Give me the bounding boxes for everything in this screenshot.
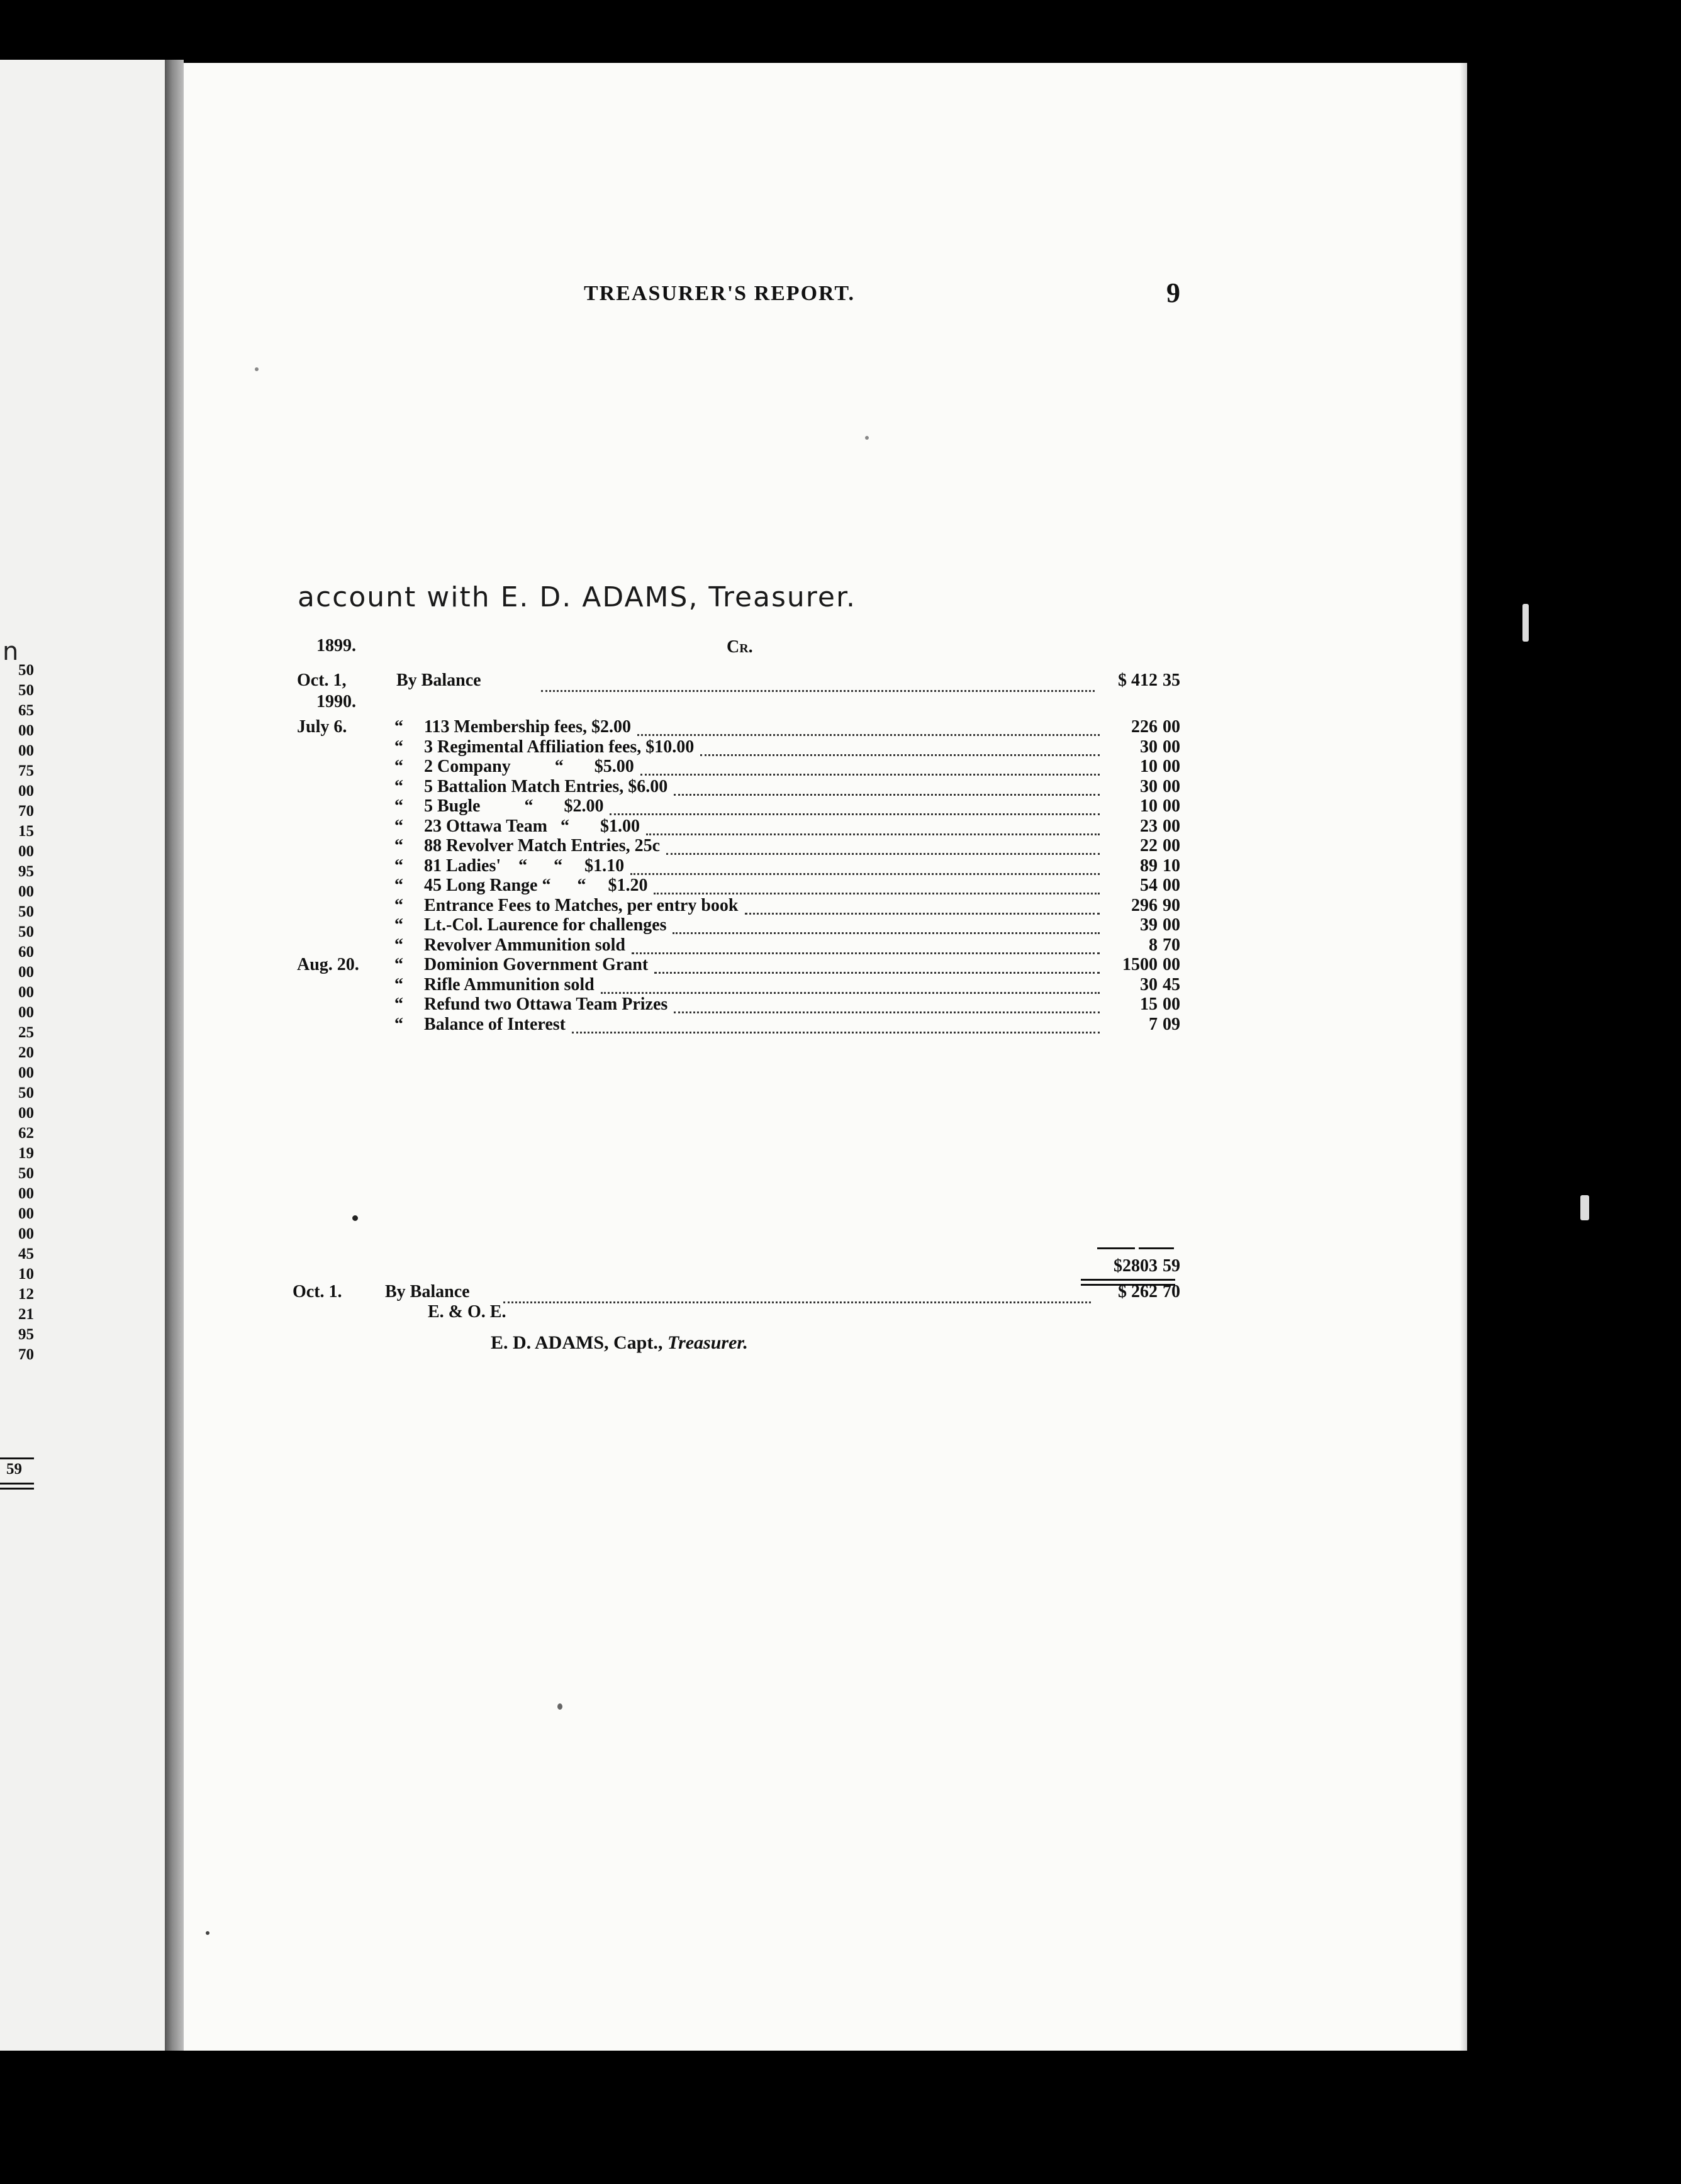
left-page-fragment: n [3,637,19,666]
leader-dots [646,815,1100,835]
entry-description: 2 Company “ $5.00 [424,757,634,776]
entry-cents: 10 [1163,856,1180,876]
left-cents-value: 12 [18,1286,34,1303]
left-cents-value: 50 [18,1084,34,1101]
closing-cents: 70 [1163,1282,1180,1301]
scan-speck [865,436,869,440]
left-cents-value: 50 [18,923,34,940]
entry-description: Lt.-Col. Laurence for challenges [424,915,667,935]
entry-cents: 00 [1163,955,1180,974]
ditto-mark: “ [394,717,403,737]
entry-cents: 00 [1163,915,1180,935]
entry-date: Aug. 20. [297,955,359,974]
total-cents: 59 [1163,1256,1180,1276]
left-total-rule [0,1457,34,1459]
left-cents-value: 62 [18,1125,34,1142]
account-title: account with E. D. ADAMS, Treasurer. [298,581,857,613]
left-cents-value: 50 [18,903,34,920]
scan-artifact [1522,604,1529,642]
page-number: 9 [1166,277,1180,308]
book-gutter [165,60,184,2051]
entry-amount: 10 [1140,757,1158,776]
left-total-double-rule-2 [0,1488,34,1490]
left-cents-value: 00 [18,883,34,900]
left-cents-value: 00 [18,843,34,860]
treasurer-signature [491,1332,748,1354]
left-cents-value: 00 [18,1064,34,1081]
total-rule-top-1 [1097,1247,1135,1249]
leader-dots [640,755,1100,776]
entry-amount: 89 [1140,856,1158,876]
left-cents-value: 00 [18,783,34,800]
entry-amount: 7 [1149,1015,1158,1034]
entry-amount: 10 [1140,796,1158,816]
entry-description: 3 Regimental Affiliation fees, $10.00 [424,737,695,757]
left-cents-value: 70 [18,1346,34,1363]
closing-date: Oct. 1. [293,1282,342,1301]
entry-description: Revolver Ammunition sold [424,935,625,955]
entry-amount: 8 [1149,935,1158,955]
left-cents-value: 10 [18,1266,34,1283]
opening-date: Oct. 1, [297,671,347,690]
left-cents-value: 00 [18,1205,34,1222]
left-cents-value: 00 [18,742,34,759]
entry-cents: 00 [1163,796,1180,816]
leader-dots [654,953,1100,974]
left-cents-value: 65 [18,702,34,719]
entry-amount: 22 [1140,836,1158,855]
year-1899: 1899. [316,636,356,655]
entry-description: Dominion Government Grant [424,955,649,974]
entry-amount: 39 [1140,915,1158,935]
leader-dots [610,794,1100,815]
opening-amount: $ 412 [1118,671,1158,690]
ditto-mark: “ [394,777,403,796]
ditto-mark: “ [394,737,403,757]
left-cents-column [0,660,34,1365]
credit-label: Cr. [727,637,753,657]
entry-cents: 00 [1163,836,1180,855]
entry-amount: 30 [1140,777,1158,796]
scan-speck [206,1931,209,1935]
left-cents-value: 00 [18,1105,34,1122]
scan-border-top [0,0,1681,60]
entry-cents: 00 [1163,717,1180,737]
left-cents-value: 45 [18,1245,34,1262]
left-cents-value: 20 [18,1044,34,1061]
left-cents-value: 00 [18,1225,34,1242]
leader-dots [674,775,1100,796]
entry-description: 5 Bugle “ $2.00 [424,796,604,816]
left-cents-value: 50 [18,662,34,679]
entry-description: Balance of Interest [424,1015,566,1034]
year-1900: 1990. [316,692,356,711]
ditto-mark: “ [394,896,403,915]
left-cents-value: 21 [18,1306,34,1323]
left-cents-value: 50 [18,682,34,699]
entry-description: 45 Long Range “ “ $1.20 [424,876,648,895]
errors-omissions-excepted: E. & O. E. [428,1302,506,1322]
signature-name: E. D. ADAMS, Capt., [491,1332,663,1353]
left-cents-value: 00 [18,1185,34,1202]
leader-dots [572,1013,1100,1034]
ditto-mark: “ [394,994,403,1014]
closing-amount: $ 262 [1118,1282,1158,1301]
ditto-mark: “ [394,935,403,955]
scan-speck [352,1215,358,1221]
entry-amount: 15 [1140,994,1158,1014]
ditto-mark: “ [394,1015,403,1034]
scan-speck [557,1703,562,1710]
leader-dots [673,913,1100,934]
entry-description: Rifle Ammunition sold [424,975,595,994]
leader-dots [503,1283,1091,1303]
ditto-mark: “ [394,836,403,855]
entry-description: 23 Ottawa Team “ $1.00 [424,816,640,836]
scan-speck [255,367,259,371]
left-cents-value: 70 [18,803,34,820]
signature-title: Treasurer. [667,1332,748,1353]
ditto-mark: “ [394,915,403,935]
entry-description: 113 Membership fees, $2.00 [424,717,631,737]
entry-description: 88 Revolver Match Entries, 25c [424,836,661,855]
leader-dots [666,834,1100,855]
leader-dots [541,671,1095,692]
left-cents-value: 15 [18,823,34,840]
ditto-mark: “ [394,856,403,876]
total-rule-top-2 [1139,1247,1174,1249]
left-cents-value: 95 [18,863,34,880]
leader-dots [637,715,1100,736]
running-head: TREASURER'S REPORT. [584,282,856,305]
entry-cents: 00 [1163,816,1180,836]
entry-description: 5 Battalion Match Entries, $6.00 [424,777,668,796]
left-cents-value: 60 [18,944,34,961]
total-amount: $2803 [1114,1256,1158,1276]
left-cents-value: 95 [18,1326,34,1343]
entry-cents: 00 [1163,757,1180,776]
opening-cents: 35 [1163,671,1180,690]
total-double-rule-1 [1081,1279,1175,1281]
leader-dots [632,933,1100,954]
left-cents-value: 00 [18,722,34,739]
entry-cents: 00 [1163,737,1180,757]
left-cents-value: 50 [18,1165,34,1182]
left-cents-value: 00 [18,984,34,1001]
entry-amount: 54 [1140,876,1158,895]
ditto-mark: “ [394,975,403,994]
entry-description: 81 Ladies' “ “ $1.10 [424,856,625,876]
entry-amount: 1500 [1122,955,1158,974]
entry-cents: 45 [1163,975,1180,994]
entry-cents: 00 [1163,777,1180,796]
leader-dots [674,993,1100,1013]
entry-amount: 296 [1131,896,1158,915]
left-cents-value: 00 [18,1004,34,1021]
left-facing-page [0,60,170,2051]
entry-cents: 09 [1163,1015,1180,1034]
left-total-fragment: 59 [6,1461,22,1478]
entry-amount: 30 [1140,737,1158,757]
entry-cents: 00 [1163,994,1180,1014]
ditto-mark: “ [394,757,403,776]
left-cents-value: 25 [18,1024,34,1041]
ditto-mark: “ [394,876,403,895]
entry-amount: 23 [1140,816,1158,836]
opening-label: By Balance [396,671,481,690]
entry-date: July 6. [297,717,347,737]
scan-artifact [1580,1195,1589,1220]
entry-cents: 00 [1163,876,1180,895]
closing-label: By Balance [385,1282,470,1301]
ditto-mark: “ [394,796,403,816]
left-cents-value: 75 [18,762,34,779]
left-cents-value: 19 [18,1145,34,1162]
leader-dots [654,874,1100,894]
entry-amount: 30 [1140,975,1158,994]
entry-description: Entrance Fees to Matches, per entry book [424,896,739,915]
left-total-double-rule-1 [0,1483,34,1485]
leader-dots [601,973,1100,994]
entry-amount: 226 [1131,717,1158,737]
entry-cents: 90 [1163,896,1180,915]
leader-dots [630,854,1100,875]
leader-dots [700,735,1100,756]
leader-dots [745,894,1100,915]
left-cents-value: 00 [18,964,34,981]
ditto-mark: “ [394,955,403,974]
entry-description: Refund two Ottawa Team Prizes [424,994,668,1014]
right-page [184,63,1467,2051]
entry-cents: 70 [1163,935,1180,955]
ditto-mark: “ [394,816,403,836]
